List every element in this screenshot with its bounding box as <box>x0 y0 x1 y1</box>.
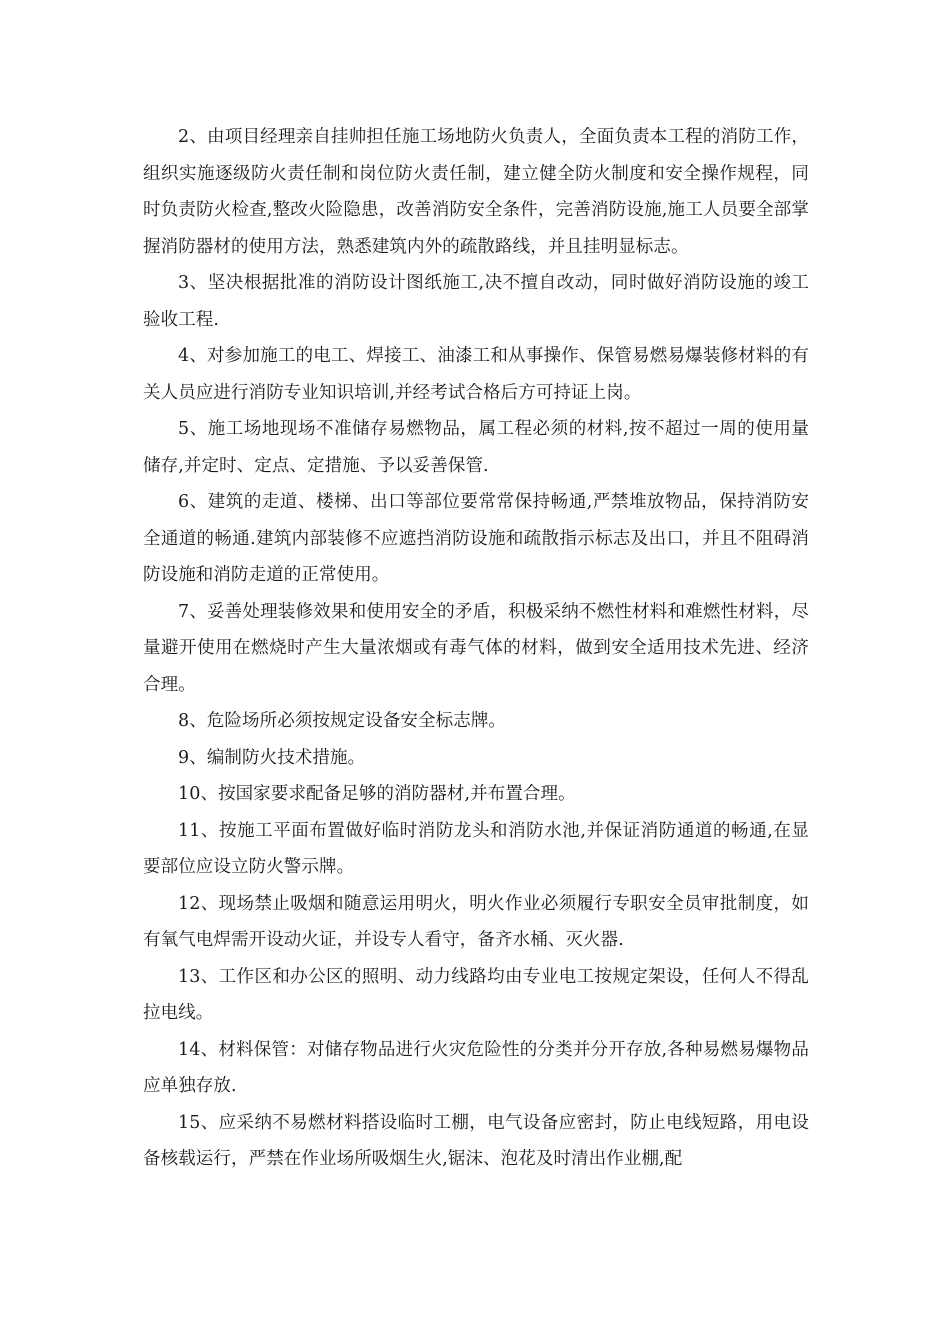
paragraph-item-5: 5、施工场地现场不准储存易燃物品，属工程必须的材料,按不超过一周的使用量储存,并定时、定点、定措施、予以妥善保管. <box>143 419 809 476</box>
paragraph-item-13: 13、工作区和办公区的照明、动力线路均由专业电工按规定架设，任何人不得乱拉电线。 <box>143 966 809 1023</box>
paragraph-item-3: 3、坚决根据批准的消防设计图纸施工,决不擅自改动，同时做好消防设施的竣工验收工程. <box>143 273 809 330</box>
paragraph-item-8: 8、危险场所必须按规定设备安全标志牌。 <box>178 711 507 731</box>
paragraph-item-6: 6、建筑的走道、楼梯、出口等部位要常常保持畅通,严禁堆放物品，保持消防安全通道的畅通.建筑内部装修不应遮挡消防设施和疏散指示标志及出口，并且不阻碍消防设施和消防走道的正常使用。 <box>143 492 809 585</box>
paragraph-item-12: 12、现场禁止吸烟和随意运用明火，明火作业必须履行专职安全员审批制度，如有氧气电焊需开设动火证，并设专人看守，备齐水桶、灭火器. <box>143 893 809 950</box>
paragraph-item-2: 2、由项目经理亲自挂帅担任施工场地防火负责人，全面负责本工程的消防工作，组织实施逐级防火责任制和岗位防火责任制，建立健全防火制度和安全操作规程，同时负责防火检查,整改火险隐患，改善消防安全条件，完善消防设施,施工人员要全部掌握消防器材的使用方法，熟悉建筑内外的疏散路线，并且挂明显标志。 <box>143 127 809 257</box>
paragraph-item-9: 9、编制防火技术措施。 <box>178 747 366 768</box>
paragraph-item-14: 14、材料保管：对储存物品进行火灾危险性的分类并分开存放,各种易燃易爆物品应单独存放. <box>143 1039 809 1096</box>
paragraph-item-15: 15、应采纳不易燃材料搭设临时工棚，电气设备应密封，防止电线短路，用电设备核载运行，严禁在作业场所吸烟生火,锯沫、泡花及时清出作业棚,配 <box>143 1112 809 1169</box>
paragraph-item-7: 7、妥善处理装修效果和使用安全的矛盾，积极采纳不燃性材料和难燃性材料，尽量避开使用在燃烧时产生大量浓烟或有毒气体的材料，做到安全适用技术先进、经济合理。 <box>143 601 809 695</box>
paragraph-item-11: 11、按施工平面布置做好临时消防龙头和消防水池,并保证消防通道的畅通,在显要部位应设立防火警示牌。 <box>143 820 809 877</box>
paragraph-item-10: 10、按国家要求配备足够的消防器材,并布置合理。 <box>178 784 576 804</box>
document-body <box>143 119 809 1178</box>
paragraph-item-4: 4、对参加施工的电工、焊接工、油漆工和从事操作、保管易燃易爆装修材料的有关人员应进行消防专业知识培训,并经考试合格后方可持证上岗。 <box>143 346 809 403</box>
